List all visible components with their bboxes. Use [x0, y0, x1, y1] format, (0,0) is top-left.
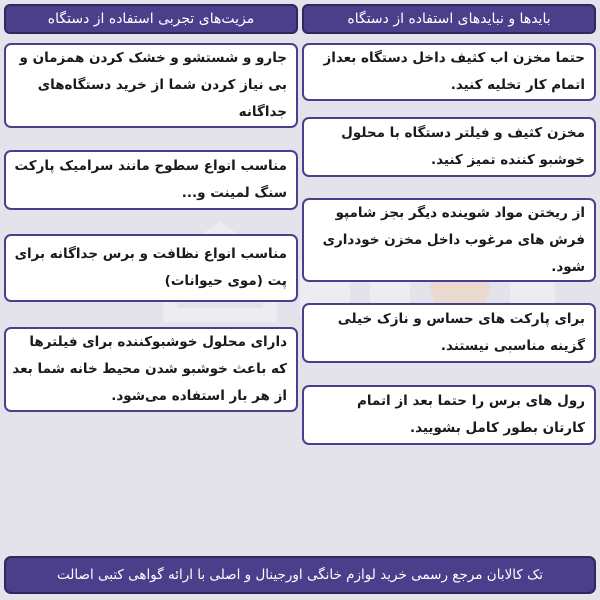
dos-donts-text: رول های برس را حتما بعد از اتمام کارتان بطور کامل بشویید.: [356, 393, 585, 436]
benefit-item: [4, 43, 298, 128]
dos-donts-item: [302, 43, 596, 101]
dos-donts-text: از ریختن مواد شوینده دیگر بجز شامپو فرش های مرغوب داخل مخزن خودداری شود.: [322, 204, 585, 275]
dos-donts-header: بایدها و نبایدهای استفاده از دستگاه: [302, 4, 596, 34]
dos-donts-item: [302, 303, 596, 363]
benefits-header: مزیت‌های تجربی استفاده از دستگاه: [4, 4, 298, 34]
footer-banner: تک کالابان مرجع رسمی خرید لوازم خانگی اورجینال و اصلی با ارائه گواهی کتبی اصالت: [4, 556, 596, 594]
benefit-text: دارای محلول خوشبوکننده برای فیلترها که باعث خوشبو شدن محیط خانه شما بعد از هر بار استفاده می‌شود.: [12, 334, 287, 404]
benefit-text: مناسب انواع نظافت و برس جداگانه برای پت (موی حیوانات): [14, 246, 287, 289]
benefit-text: جارو و شستشو و خشک کردن همزمان و بی نیاز کردن شما از خرید دستگاه‌های جداگانه: [19, 50, 287, 120]
dos-donts-item: [302, 117, 596, 177]
benefit-item: [4, 150, 298, 210]
benefit-item: [4, 234, 298, 302]
dos-donts-item: [302, 198, 596, 282]
dos-donts-item: [302, 385, 596, 445]
dos-donts-text: برای پارکت های حساس و نازک خیلی گزینه مناسبی نیستند.: [337, 311, 585, 354]
dos-donts-text: مخزن کثیف و فیلتر دستگاه با محلول خوشبو کننده تمیز کنید.: [341, 125, 585, 168]
benefit-item: [4, 327, 298, 412]
dos-donts-text: حتما مخزن اب کثیف داخل دستگاه بعداز اتمام کار تخلیه کنید.: [323, 50, 585, 93]
benefit-text: مناسب انواع سطوح مانند سرامیک پارکت سنگ لمینت و...: [14, 158, 287, 201]
